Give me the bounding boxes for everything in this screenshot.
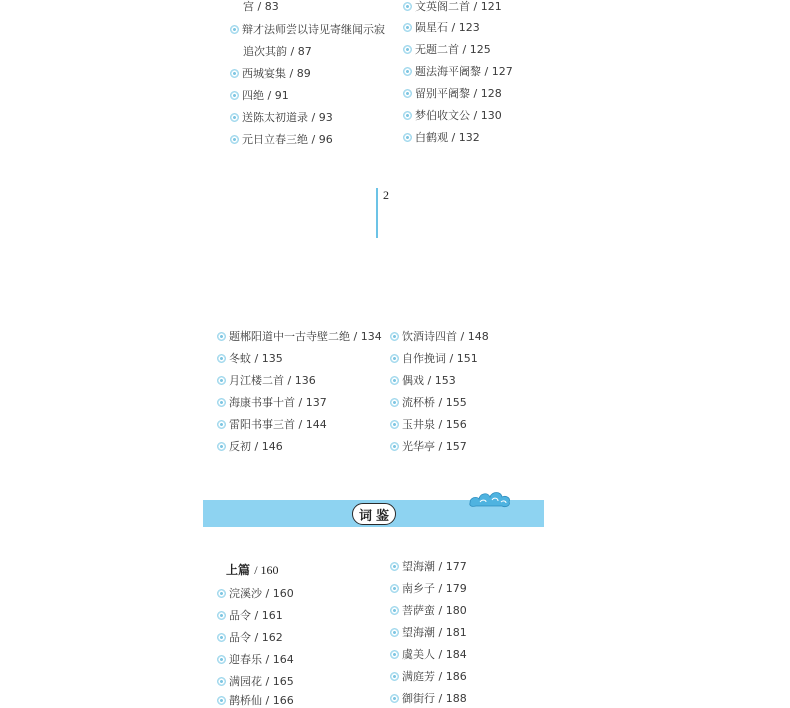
toc-entry: 望海潮 / 181 (390, 626, 467, 640)
toc-entry: 满园花 / 165 (217, 675, 294, 689)
section-title-badge (352, 503, 396, 525)
toc-entry: 无题二首 / 125 (403, 43, 491, 57)
bullet-icon (217, 442, 226, 451)
cloud-ornament-icon (468, 487, 512, 509)
bullet-icon (217, 354, 226, 363)
toc-entry: 海康书事十首 / 137 (217, 396, 327, 410)
toc-entry: 留别平阇黎 / 128 (403, 87, 502, 101)
section-heading (226, 561, 279, 578)
bullet-icon (403, 67, 412, 76)
toc-entry: 月江楼二首 / 136 (217, 374, 316, 388)
bullet-icon (217, 633, 226, 642)
bullet-icon (390, 354, 399, 363)
toc-entry: 菩萨蛮 / 180 (390, 604, 467, 618)
bullet-icon (390, 650, 399, 659)
toc-entry: 梦伯收文公 / 130 (403, 109, 502, 123)
toc-entry: 御街行 / 188 (390, 692, 467, 706)
toc-entry: 望海潮 / 177 (390, 560, 467, 574)
bullet-icon (403, 111, 412, 120)
toc-entry: 送陈太初道录 / 93 (230, 111, 333, 125)
toc-entry: 自作挽词 / 151 (390, 352, 478, 366)
toc-entry: 偶戏 / 153 (390, 374, 456, 388)
bullet-icon (403, 133, 412, 142)
bullet-icon (390, 672, 399, 681)
section-heading-page: / 160 (254, 563, 279, 577)
toc-continuation: 宫 / 83 (243, 0, 279, 13)
bullet-icon (390, 398, 399, 407)
bullet-icon (403, 45, 412, 54)
toc-entry: 流杯桥 / 155 (390, 396, 467, 410)
bullet-icon (217, 420, 226, 429)
bullet-icon (217, 611, 226, 620)
page-rule (376, 188, 378, 238)
toc-entry: 文英阁二首 / 121 (403, 0, 502, 14)
bullet-icon (230, 91, 239, 100)
toc-entry: 品令 / 161 (217, 609, 283, 623)
page-number: 2 (383, 188, 389, 202)
bullet-icon (390, 628, 399, 637)
toc-entry: 白鹤观 / 132 (403, 131, 480, 145)
toc-entry: 迎春乐 / 164 (217, 653, 294, 667)
toc-entry: 雷阳书事三首 / 144 (217, 418, 327, 432)
bullet-icon (217, 696, 226, 705)
bullet-icon (390, 332, 399, 341)
toc-entry: 南乡子 / 179 (390, 582, 467, 596)
bullet-icon (217, 398, 226, 407)
section-heading-title: 上篇 (226, 563, 251, 577)
bullet-icon (390, 420, 399, 429)
toc-entry: 品令 / 162 (217, 631, 283, 645)
bullet-icon (217, 677, 226, 686)
toc-entry: 光华亭 / 157 (390, 440, 467, 454)
bullet-icon (230, 113, 239, 122)
bullet-icon (403, 2, 412, 11)
toc-entry: 冬蚊 / 135 (217, 352, 283, 366)
toc-entry: 玉井泉 / 156 (390, 418, 467, 432)
bullet-icon (390, 606, 399, 615)
toc-entry: 满庭芳 / 186 (390, 670, 467, 684)
bullet-icon (390, 376, 399, 385)
toc-entry: 虞美人 / 184 (390, 648, 467, 662)
banner-char: 词 (358, 508, 372, 524)
bullet-icon (217, 332, 226, 341)
toc-entry: 元日立春三绝 / 96 (230, 133, 333, 147)
toc-entry: 鹊桥仙 / 166 (217, 694, 294, 708)
bullet-icon (403, 89, 412, 98)
bullet-icon (403, 23, 412, 32)
toc-continuation: 追次其韵 / 87 (243, 45, 312, 58)
toc-entry: 题法海平阇黎 / 127 (403, 65, 513, 79)
bullet-icon (230, 25, 239, 34)
toc-entry: 题郴阳道中一古寺壁二绝 / 134 (217, 330, 382, 344)
bullet-icon (217, 655, 226, 664)
toc-entry: 陨星石 / 123 (403, 21, 480, 35)
bullet-icon (217, 376, 226, 385)
toc-entry: 四绝 / 91 (230, 89, 289, 103)
toc-entry: 反初 / 146 (217, 440, 283, 454)
bullet-icon (230, 69, 239, 78)
bullet-icon (217, 589, 226, 598)
bullet-icon (230, 135, 239, 144)
toc-entry: 饮酒诗四首 / 148 (390, 330, 489, 344)
toc-entry: 浣溪沙 / 160 (217, 587, 294, 601)
toc-entry: 西城宴集 / 89 (230, 67, 311, 81)
bullet-icon (390, 694, 399, 703)
banner-char: 鉴 (376, 508, 390, 524)
toc-entry: 辩才法师尝以诗见寄继闻示寂 (230, 23, 385, 37)
bullet-icon (390, 562, 399, 571)
bullet-icon (390, 442, 399, 451)
bullet-icon (390, 584, 399, 593)
